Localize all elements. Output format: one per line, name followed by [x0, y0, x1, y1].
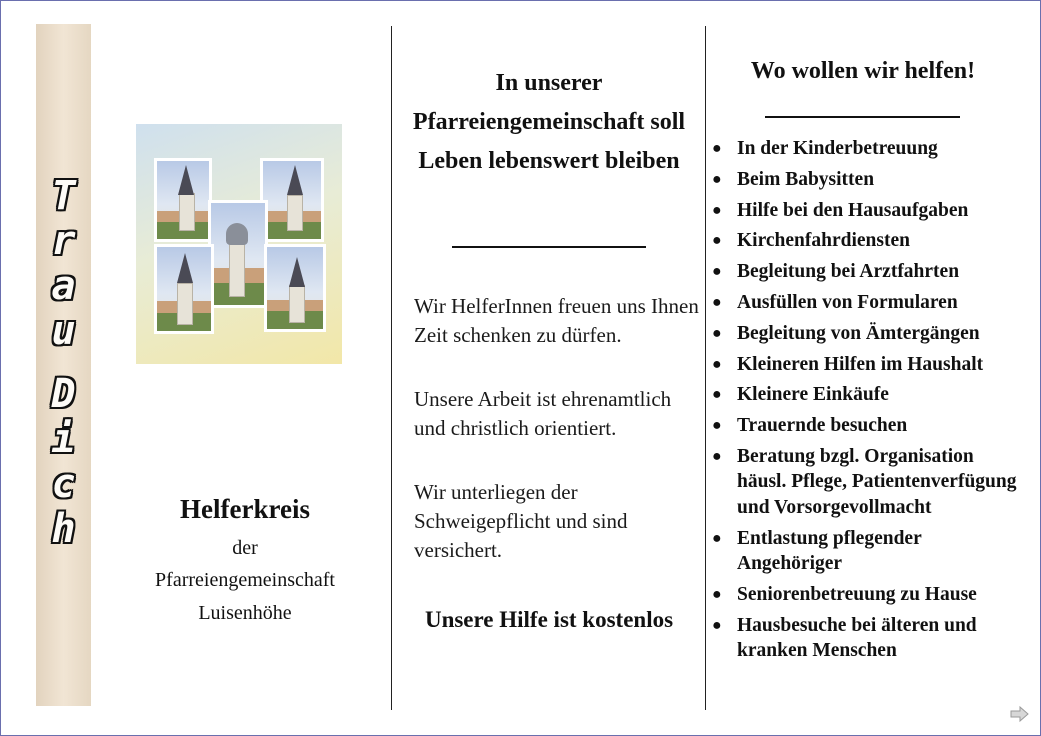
right-rule	[765, 116, 960, 118]
list-item: ● Entlastung pflegender Angehöriger	[712, 527, 922, 575]
paragraph-helpers: Wir HelferInnen freuen uns Ihnen Zeit schenken zu dürfen.	[414, 294, 699, 347]
strip-letter: c	[51, 461, 76, 507]
list-item: ● Kirchenfahrdiensten	[710, 228, 1020, 254]
bullet-icon: ●	[712, 616, 722, 634]
bullet-icon: ●	[712, 170, 722, 188]
bullet-icon: ●	[712, 447, 722, 465]
paragraph-confidentiality: Wir unterliegen der Schweigepflicht und sind versichert.	[414, 480, 628, 562]
list-item: ● Beim Babysitten	[710, 167, 1020, 193]
paragraph-voluntary: Unsere Arbeit ist ehrenamtlich und christlich orientiert.	[414, 387, 672, 440]
church-photo	[208, 200, 268, 308]
help-list	[710, 136, 1020, 669]
strip-letter: h	[51, 506, 76, 552]
church-photo	[260, 158, 324, 242]
column-divider	[705, 26, 706, 710]
middle-heading: In unserer Pfarreiengemeinschaft soll Leben lebenswert bleiben	[412, 70, 686, 174]
bullet-icon: ●	[712, 586, 722, 604]
bullet-icon: ●	[712, 417, 722, 435]
helferkreis-title: Helferkreis	[180, 494, 310, 524]
strip-letter: a	[51, 263, 76, 309]
location-name: Luisenhöhe	[198, 602, 292, 624]
list-item: ● Kleineren Hilfen im Haushalt	[710, 352, 1020, 378]
list-item: ● Begleitung bei Arztfahrten	[710, 259, 1020, 285]
church-photo	[264, 244, 326, 332]
middle-rule	[452, 246, 646, 248]
bullet-icon: ●	[712, 386, 722, 404]
bullet-icon: ●	[712, 140, 722, 157]
bullet-icon: ●	[712, 355, 722, 373]
list-item: ● Kleinere Einkäufe	[710, 382, 1020, 408]
trau-dich-lettering	[36, 174, 91, 552]
bullet-icon: ●	[712, 201, 722, 219]
strip-letter: r	[51, 218, 76, 264]
list-item: ● Seniorenbetreuung zu Hause	[710, 582, 1020, 608]
bullet-icon: ●	[712, 324, 722, 342]
church-photo	[154, 244, 214, 334]
column-divider	[391, 26, 392, 710]
church-photo	[154, 158, 212, 242]
church-collage-image	[136, 124, 342, 364]
strip-letter: T	[51, 173, 76, 219]
strip-letter: u	[51, 308, 76, 354]
strip-letter: i	[51, 416, 76, 462]
bullet-icon: ●	[712, 232, 722, 250]
list-item: ● Trauernde besuchen	[710, 413, 1020, 439]
list-item: ● Hausbesuche bei älteren und kranken Menschen	[712, 614, 977, 662]
list-item: ● Begleitung von Ämtergängen	[710, 321, 1020, 347]
list-item: ● In der Kinderbetreuung	[710, 136, 1020, 162]
bullet-icon: ●	[712, 263, 722, 281]
right-heading: Wo wollen wir helfen!	[750, 58, 976, 84]
strip-letter: D	[51, 371, 76, 417]
arrow-right-icon[interactable]	[1009, 704, 1031, 724]
bullet-icon: ●	[712, 529, 722, 547]
list-item: ● Beratung bzgl. Organisation häusl. Pflege, Patientenverfügung und Vorsorgevollmacht	[712, 445, 1017, 518]
bullet-icon: ●	[712, 293, 722, 311]
helferkreis-line-der: der	[232, 537, 258, 559]
trau-dich-strip	[36, 24, 91, 706]
free-help-statement: Unsere Hilfe ist kostenlos	[424, 607, 674, 632]
parish-name: Pfarreiengemeinschaft	[155, 569, 335, 591]
list-item: ● Hilfe bei den Hausaufgaben	[710, 198, 1020, 224]
list-item: ● Ausfüllen von Formularen	[710, 290, 1020, 316]
